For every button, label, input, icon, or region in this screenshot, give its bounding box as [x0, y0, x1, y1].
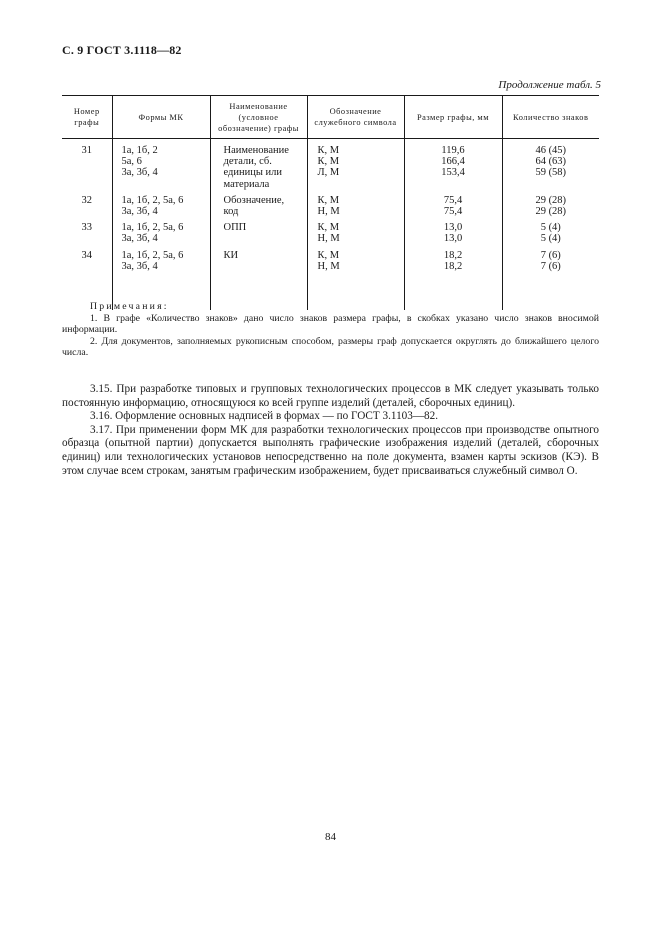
table-notes [62, 301, 599, 359]
cell-count: 5 (4) 5 (4) [502, 217, 599, 244]
table-row [62, 139, 599, 190]
cell-symbol: К, М Н, М [307, 190, 404, 217]
notes-title: Примечания: [90, 301, 169, 312]
cell-number: 34 [81, 249, 92, 261]
cell-forms: 1а, 1б, 2, 5а, 6 3а, 3б, 4 [112, 245, 210, 310]
note-item: 1. В графе «Количество знаков» дано число знаков размера графы, в скобках указано число знаков вносимой информации. [62, 312, 599, 336]
cell-size: 18,2 18,2 [404, 245, 502, 310]
table-header-row [62, 96, 599, 139]
cell-count: 46 (45) 64 (63) 59 (58) [502, 139, 599, 190]
cell-number: 31 [81, 145, 92, 156]
cell-name: ОПП [210, 217, 307, 244]
cell-symbol: К, М К, М Л, М [307, 139, 404, 190]
cell-name: КИ [210, 245, 307, 310]
cell-symbol: К, М Н, М [307, 245, 404, 310]
paragraph-3-16: 3.16. Оформление основных надписей в формах — по ГОСТ 3.1103—82. [90, 410, 439, 423]
cell-number: 33 [81, 222, 92, 234]
cell-symbol: К, М Н, М [307, 217, 404, 244]
cell-name: Обозначение, код [210, 190, 307, 217]
table-row [62, 190, 599, 217]
table-5 [62, 95, 599, 310]
cell-number: 32 [81, 194, 92, 206]
paragraph-3-15: 3.15. При разработке типовых и групповых технологических процессов в МК следует указывать только постоянную информацию, относящуюся ко всей группе изделий (деталей, сборочных единиц). [62, 383, 599, 409]
table-continuation-label: Продолжение табл. 5 [498, 79, 601, 91]
page-number: 84 [325, 831, 336, 843]
header-column-count: Количество знаков [502, 96, 599, 139]
cell-forms: 1а, 1б, 2, 5а, 6 3а, 3б, 4 [112, 190, 210, 217]
paragraph-3-17: 3.17. При применении форм МК для разработки технологических процессов при производстве опытного образца (опытной партии) допускается выполнять графические изображения изделий (деталей, сборочных единиц) или технологических установов непосредственно на поле документа, взамен карты эскизов (КЭ). В этом случае всем строкам, занятым графическим изображением, будет присваиваться служебный символ О. [62, 423, 599, 477]
header-column-symbol: Обозначение служебного символа [307, 96, 404, 139]
cell-count: 29 (28) 29 (28) [502, 190, 599, 217]
cell-forms: 1а, 1б, 2, 5а, 6 3а, 3б, 4 [112, 217, 210, 244]
cell-size: 75,4 75,4 [404, 190, 502, 217]
cell-forms: 1а, 1б, 2 5а, 6 3а, 3б, 4 [112, 139, 210, 190]
header-column-forms: Формы МК [112, 96, 210, 139]
cell-size: 119,6 166,4 153,4 [404, 139, 502, 190]
cell-name: Наименование детали, сб. единицы или материала [210, 139, 307, 190]
table-row [62, 217, 599, 244]
page-header: С. 9 ГОСТ 3.1118—82 [62, 43, 182, 57]
header-column-size: Размер графы, мм [404, 96, 502, 139]
cell-count: 7 (6) 7 (6) [502, 245, 599, 310]
cell-size: 13,0 13,0 [404, 217, 502, 244]
body-text [62, 383, 599, 478]
header-column-number: Номер графы [62, 96, 112, 139]
header-column-name: Наименование (условное обозначение) графы [210, 96, 307, 139]
note-item: 2. Для документов, заполняемых рукописным способом, размеры граф допускается округлять до ближайшего целого числа. [62, 335, 599, 359]
